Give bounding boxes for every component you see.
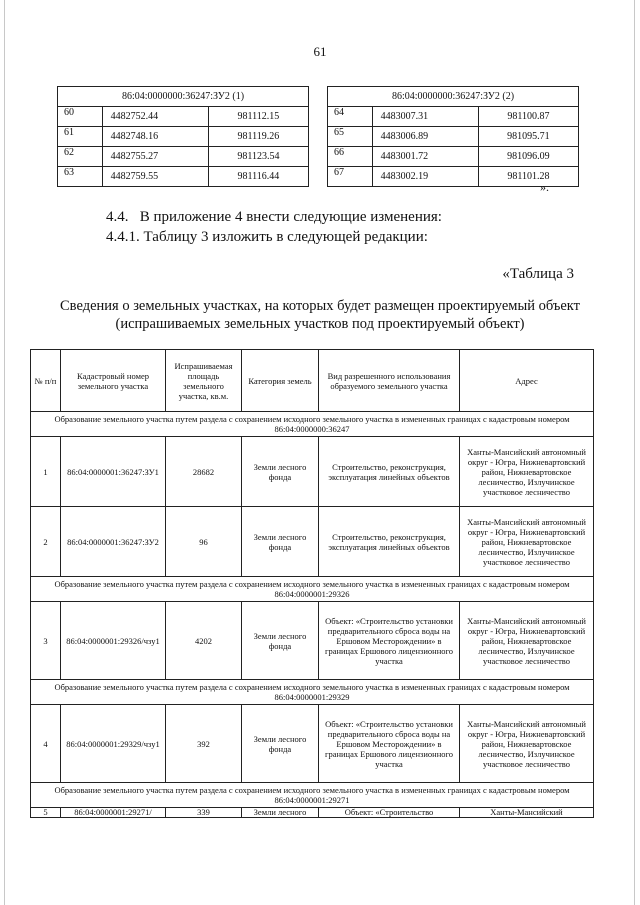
coordinate-table-1 — [57, 86, 309, 187]
x-coordinate: 4482755.27 — [102, 147, 208, 167]
area-value: 392 — [166, 705, 242, 783]
table-row — [328, 127, 579, 147]
right-scan-edge — [634, 0, 635, 905]
paragraph-4-4: 4.4. В приложение 4 внести следующие изменения: — [106, 209, 442, 225]
table-row — [31, 602, 594, 680]
cadastral-number: 86:04:0000001:36247:ЗУ2 — [61, 507, 166, 577]
point-number: 62 — [58, 147, 103, 167]
section-row — [31, 680, 594, 705]
y-coordinate: 981123.54 — [208, 147, 308, 167]
section-row — [31, 577, 594, 602]
point-number: 64 — [328, 107, 373, 127]
x-coordinate: 4483006.89 — [372, 127, 478, 147]
point-number: 61 — [58, 127, 103, 147]
x-coordinate: 4482752.44 — [102, 107, 208, 127]
y-coordinate: 981096.09 — [478, 147, 578, 167]
page-number: 61 — [313, 44, 327, 59]
y-coordinate: 981116.44 — [208, 167, 308, 187]
header-cell-use: Вид разрешенного использования образуемого земельного участка — [319, 350, 460, 412]
land-category: Земли лесного фонда — [242, 705, 319, 783]
x-coordinate: 4483007.31 — [372, 107, 478, 127]
section-title: Образование земельного участка путем раздела с сохранением исходного земельного участка в измененных границах с кадастровым номером 86:04:0000001:29329 — [31, 680, 594, 705]
y-coordinate: 981112.15 — [208, 107, 308, 127]
row-number: 5 — [31, 808, 61, 818]
x-coordinate: 4482748.16 — [102, 127, 208, 147]
address: Ханты-Мансийский автономный округ - Югра, Нижневартовский район, Нижневартовское лесничество, Излучинское участковое лесничество — [460, 602, 594, 680]
land-category: Земли лесного — [242, 808, 319, 818]
point-number: 65 — [328, 127, 373, 147]
section-title: Образование земельного участка путем раздела с сохранением исходного земельного участка в измененных границах с кадастровым номером 86:04:0000000:36247 — [31, 412, 594, 437]
section-title: Образование земельного участка путем раздела с сохранением исходного земельного участка в измененных границах с кадастровым номером 86:04:0000001:29271 — [31, 783, 594, 808]
area-value: 339 — [166, 808, 242, 818]
point-number: 66 — [328, 147, 373, 167]
header-cell-cadastral: Кадастровый номер земельного участка — [61, 350, 166, 412]
header-cell-category: Категория земель — [242, 350, 319, 412]
header-row — [31, 350, 594, 412]
area-value: 96 — [166, 507, 242, 577]
table-row — [58, 127, 309, 147]
y-coordinate: 981095.71 — [478, 127, 578, 147]
point-number: 67 — [328, 167, 373, 187]
land-category: Земли лесного фонда — [242, 437, 319, 507]
header-cell-address: Адрес — [460, 350, 594, 412]
address: Ханты-Мансийский автономный округ - Югра, Нижневартовский район, Нижневартовское лесничество, Излучинское участковое лесничество — [460, 705, 594, 783]
table-caption: Сведения о земельных участках, на которых будет размещен проектируемый объект (испрашиваемых земельных участков под проектируемый объект) — [60, 298, 580, 332]
paragraph-4-4-1: 4.4.1. Таблицу 3 изложить в следующей редакции: — [106, 229, 428, 245]
cadastral-number: 86:04:0000001:29271/ — [61, 808, 166, 818]
coordinate-table-2 — [327, 86, 579, 187]
address: Ханты-Мансийский автономный округ - Югра, Нижневартовский район, Нижневартовское лесничество, Излучинское участковое лесничество — [460, 507, 594, 577]
cadastral-number: 86:04:0000001:36247:ЗУ1 — [61, 437, 166, 507]
table-row — [58, 147, 309, 167]
table-row — [58, 107, 309, 127]
x-coordinate: 4483001.72 — [372, 147, 478, 167]
area-value: 28682 — [166, 437, 242, 507]
x-coordinate: 4483002.19 — [372, 167, 478, 187]
land-category: Земли лесного фонда — [242, 602, 319, 680]
land-category: Земли лесного фонда — [242, 507, 319, 577]
closing-quote: ». — [540, 180, 549, 194]
table-row-partial — [31, 808, 594, 818]
address: Ханты-Мансийский — [460, 808, 594, 818]
coordinate-table-title: 86:04:0000000:36247:ЗУ2 (2) — [328, 87, 579, 107]
header-cell-number: № п/п — [31, 350, 61, 412]
permitted-use: Объект: «Строительство установки предварительного сброса воды на Ершовом Месторождении» в границах Ершового лицензионного участка — [319, 602, 460, 680]
row-number: 3 — [31, 602, 61, 680]
cadastral-number: 86:04:0000001:29329/чзу1 — [61, 705, 166, 783]
table-row — [31, 705, 594, 783]
coordinate-table-title: 86:04:0000000:36247:ЗУ2 (1) — [58, 87, 309, 107]
permitted-use: Строительство, реконструкция, эксплуатация линейных объектов — [319, 507, 460, 577]
x-coordinate: 4482759.55 — [102, 167, 208, 187]
permitted-use: Объект: «Строительство установки предварительного сброса воды на Ершовом Месторождении» в границах Ершового лицензионного участка — [319, 705, 460, 783]
table-row — [328, 107, 579, 127]
area-value: 4202 — [166, 602, 242, 680]
table-row — [328, 147, 579, 167]
permitted-use: Строительство, реконструкция, эксплуатация линейных объектов — [319, 437, 460, 507]
row-number: 4 — [31, 705, 61, 783]
address: Ханты-Мансийский автономный округ - Югра, Нижневартовский район, Нижневартовское лесничество, Излучинское участковое лесничество — [460, 437, 594, 507]
table-row — [31, 437, 594, 507]
y-coordinate: 981119.26 — [208, 127, 308, 147]
land-plots-table — [30, 349, 594, 818]
section-row — [31, 783, 594, 808]
table-row — [31, 507, 594, 577]
cadastral-number: 86:04:0000001:29326/чзу1 — [61, 602, 166, 680]
left-scan-edge — [4, 0, 5, 905]
y-coordinate: 981100.87 — [478, 107, 578, 127]
permitted-use: Объект: «Строительство — [319, 808, 460, 818]
section-title: Образование земельного участка путем раздела с сохранением исходного земельного участка в измененных границах с кадастровым номером 86:04:0000001:29326 — [31, 577, 594, 602]
table-row — [58, 167, 309, 187]
row-number: 1 — [31, 437, 61, 507]
section-row — [31, 412, 594, 437]
row-number: 2 — [31, 507, 61, 577]
y-coordinate: 981101.28 — [478, 167, 578, 187]
point-number: 60 — [58, 107, 103, 127]
point-number: 63 — [58, 167, 103, 187]
table-label: «Таблица 3 — [502, 266, 574, 282]
header-cell-area: Испрашиваемая площадь земельного участка, кв.м. — [166, 350, 242, 412]
